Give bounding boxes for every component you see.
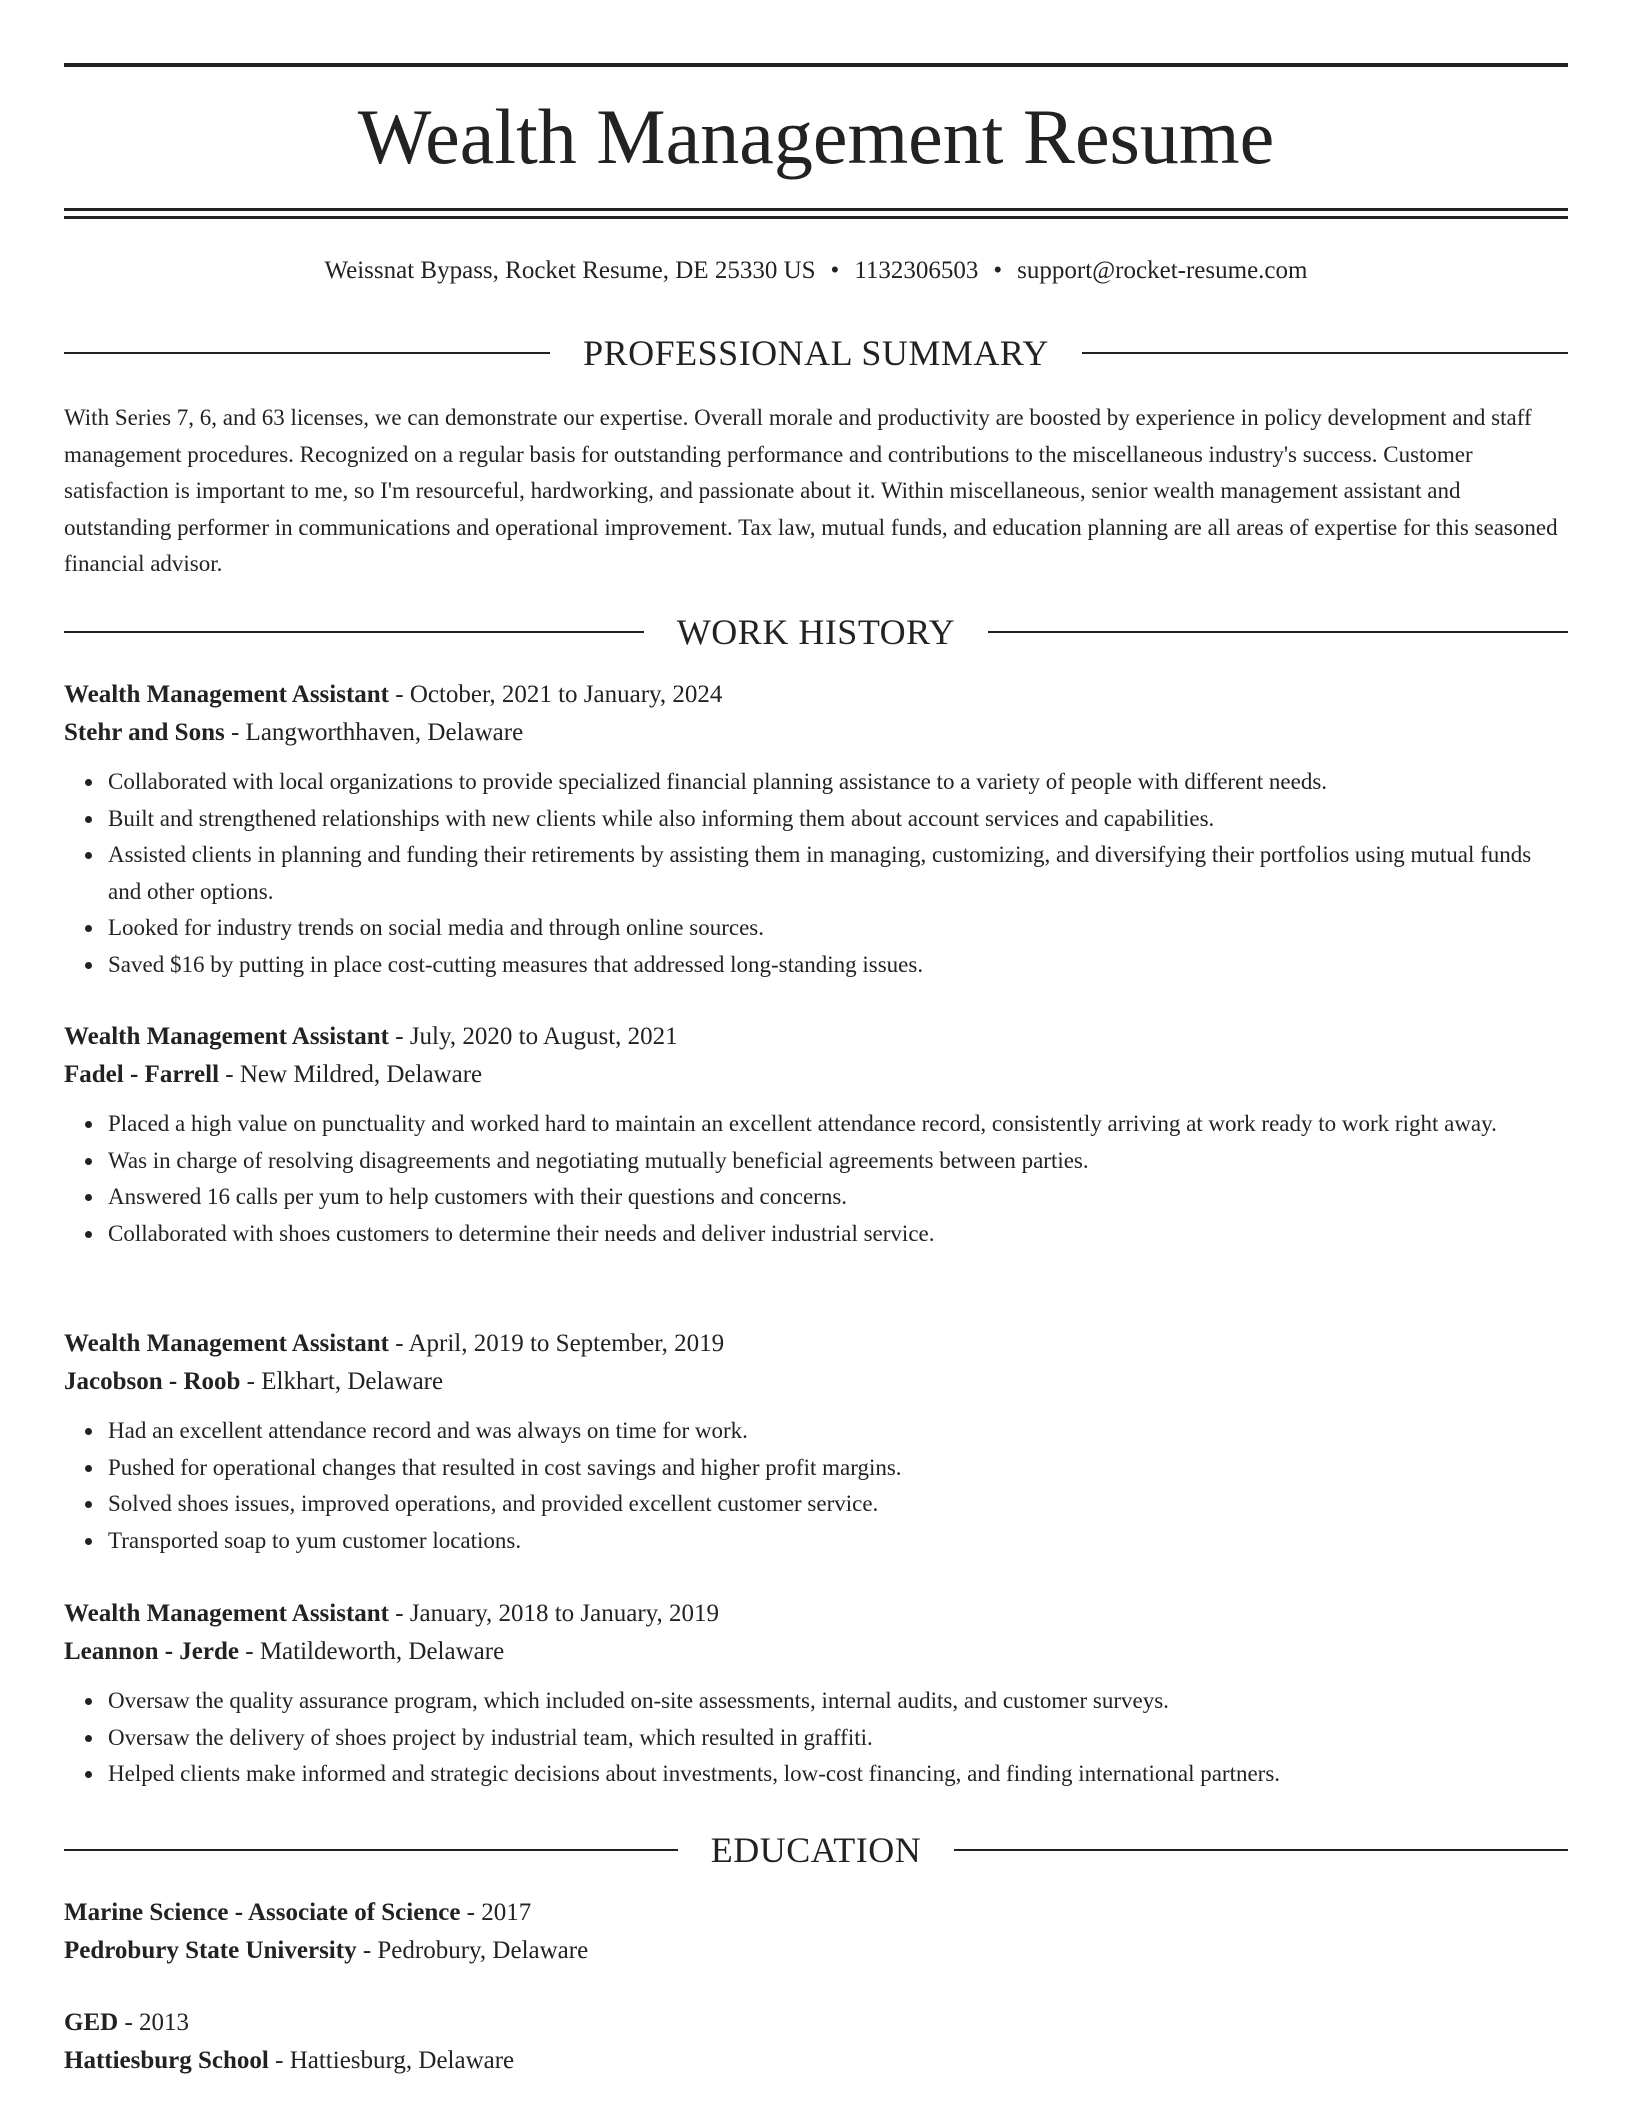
heading-rule-right bbox=[988, 631, 1568, 633]
job-bullet: Transported soap to yum customer locations. bbox=[108, 1523, 1568, 1560]
school-line bbox=[64, 1932, 1568, 1970]
title-rule-lower bbox=[64, 216, 1568, 219]
job-title: Wealth Management Assistant bbox=[64, 1600, 389, 1627]
section-heading-summary bbox=[64, 333, 1568, 373]
job-bullet: Oversaw the delivery of shoes project by industrial team, which resulted in graffiti. bbox=[108, 1720, 1568, 1757]
job-bullet: Collaborated with shoes customers to determine their needs and deliver industrial service. bbox=[108, 1216, 1568, 1253]
section-heading-education bbox=[64, 1830, 1568, 1870]
job-company: Leannon - Jerde bbox=[64, 1638, 239, 1665]
job-dates: - January, 2018 to January, 2019 bbox=[389, 1600, 720, 1627]
job-entry bbox=[64, 1018, 1568, 1252]
job-location: - Matildeworth, Delaware bbox=[239, 1638, 505, 1665]
job-title-line bbox=[64, 676, 1568, 714]
heading-rule-left bbox=[64, 631, 644, 633]
job-bullet: Saved $16 by putting in place cost-cutting measures that addressed long-standing issues. bbox=[108, 947, 1568, 984]
degree-line bbox=[64, 1894, 1568, 1932]
job-bullet: Built and strengthened relationships with new clients while also informing them about account services and capabilities. bbox=[108, 801, 1568, 838]
job-company: Fadel - Farrell bbox=[64, 1061, 220, 1088]
job-bullet: Answered 16 calls per yum to help customers with their questions and concerns. bbox=[108, 1179, 1568, 1216]
job-location: - New Mildred, Delaware bbox=[219, 1061, 483, 1088]
job-dates: - October, 2021 to January, 2024 bbox=[389, 681, 723, 708]
job-company-line bbox=[64, 1633, 1568, 1671]
job-title: Wealth Management Assistant bbox=[64, 1330, 389, 1357]
job-bullet: Looked for industry trends on social media and through online sources. bbox=[108, 910, 1568, 947]
contact-separator: • bbox=[830, 257, 840, 284]
job-bullet: Had an excellent attendance record and was always on time for work. bbox=[108, 1413, 1568, 1450]
heading-rule-right bbox=[954, 1849, 1568, 1851]
heading-rule-right bbox=[1082, 352, 1568, 354]
job-title: Wealth Management Assistant bbox=[64, 1023, 389, 1050]
job-bullets bbox=[64, 1683, 1568, 1793]
job-location: - Elkhart, Delaware bbox=[240, 1368, 444, 1395]
job-entry bbox=[64, 1595, 1568, 1793]
section-title: PROFESSIONAL SUMMARY bbox=[583, 333, 1049, 373]
contact-email: support@rocket-resume.com bbox=[1017, 257, 1308, 284]
job-dates: - July, 2020 to August, 2021 bbox=[389, 1023, 678, 1050]
job-title-line bbox=[64, 1018, 1568, 1056]
job-bullet: Solved shoes issues, improved operations, and provided excellent customer service. bbox=[108, 1486, 1568, 1523]
education-entry bbox=[64, 1894, 1568, 1970]
degree-year: - 2013 bbox=[118, 2009, 190, 2036]
heading-rule-left bbox=[64, 352, 550, 354]
job-company-line bbox=[64, 714, 1568, 752]
job-dates: - April, 2019 to September, 2019 bbox=[389, 1330, 725, 1357]
contact-separator: • bbox=[993, 257, 1003, 284]
job-entry bbox=[64, 676, 1568, 983]
section-title: EDUCATION bbox=[710, 1830, 922, 1870]
job-company-line bbox=[64, 1363, 1568, 1401]
job-bullet: Placed a high value on punctuality and worked hard to maintain an excellent attendance record, consistently arriving at work ready to work right away. bbox=[108, 1106, 1568, 1143]
job-bullets bbox=[64, 1413, 1568, 1559]
school: Pedrobury State University bbox=[64, 1937, 357, 1964]
top-rule bbox=[64, 63, 1568, 67]
resume-title: Wealth Management Resume bbox=[357, 93, 1275, 180]
section-heading-work-history bbox=[64, 612, 1568, 652]
job-bullet: Collaborated with local organizations to provide specialized financial planning assistance to a variety of people with different needs. bbox=[108, 764, 1568, 801]
job-entry bbox=[64, 1325, 1568, 1559]
school-location: - Hattiesburg, Delaware bbox=[268, 2047, 515, 2074]
job-company: Jacobson - Roob bbox=[64, 1368, 241, 1395]
section-title: WORK HISTORY bbox=[676, 612, 956, 652]
education-entry bbox=[64, 2004, 1568, 2080]
job-bullets bbox=[64, 764, 1568, 983]
school: Hattiesburg School bbox=[64, 2047, 269, 2074]
degree: Marine Science - Associate of Science bbox=[64, 1899, 461, 1926]
contact-phone: 1132306503 bbox=[854, 257, 979, 284]
job-company: Stehr and Sons bbox=[64, 719, 225, 746]
title-rule-upper bbox=[64, 208, 1568, 211]
degree: GED bbox=[64, 2009, 119, 2036]
contact-address: Weissnat Bypass, Rocket Resume, DE 25330 US bbox=[324, 257, 816, 284]
job-bullet: Assisted clients in planning and funding their retirements by assisting them in managing, customizing, and diversifying their portfolios using mutual funds and other options. bbox=[108, 837, 1568, 910]
degree-line bbox=[64, 2004, 1568, 2042]
degree-year: - 2017 bbox=[460, 1899, 532, 1926]
job-title-line bbox=[64, 1325, 1568, 1363]
heading-rule-left bbox=[64, 1849, 678, 1851]
school-location: - Pedrobury, Delaware bbox=[356, 1937, 589, 1964]
job-bullets bbox=[64, 1106, 1568, 1252]
summary-paragraph: With Series 7, 6, and 63 licenses, we can demonstrate our expertise. Overall morale and productivity are boosted by experience in policy development and staff management procedures. Recognized on a regular basis for outstanding performance and contributions to the miscellaneous industry's success. Customer satisfaction is important to me, so I'm resourceful, hardworking, and passionate about it. Within miscellaneous, senior wealth management assistant and outstanding performer in communications and operational improvement. Tax law, mutual funds, and education planning are all areas of expertise for this seasoned financial advisor. bbox=[64, 405, 1558, 576]
job-title-line bbox=[64, 1595, 1568, 1633]
contact-line bbox=[64, 254, 1568, 288]
job-title: Wealth Management Assistant bbox=[64, 681, 389, 708]
job-location: - Langworthhaven, Delaware bbox=[224, 719, 524, 746]
job-bullet: Was in charge of resolving disagreements and negotiating mutually beneficial agreements between parties. bbox=[108, 1143, 1568, 1180]
job-bullet: Helped clients make informed and strategic decisions about investments, low-cost financing, and finding international partners. bbox=[108, 1756, 1568, 1793]
job-bullet: Pushed for operational changes that resulted in cost savings and higher profit margins. bbox=[108, 1450, 1568, 1487]
school-line bbox=[64, 2042, 1568, 2080]
job-bullet: Oversaw the quality assurance program, which included on-site assessments, internal audits, and customer surveys. bbox=[108, 1683, 1568, 1720]
job-company-line bbox=[64, 1056, 1568, 1094]
